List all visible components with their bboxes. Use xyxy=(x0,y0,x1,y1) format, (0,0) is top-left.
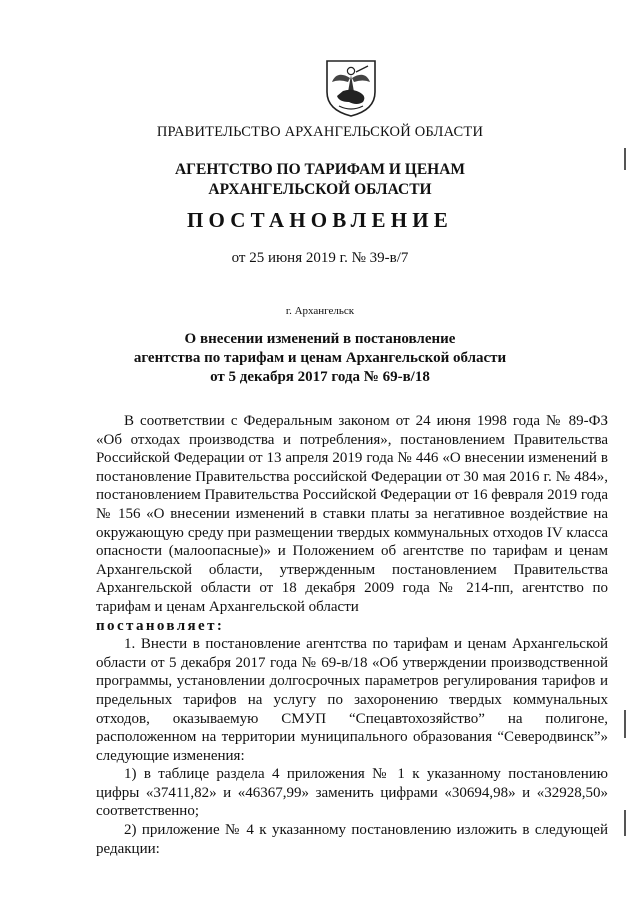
agency-name-line-1: АГЕНТСТВО ПО ТАРИФАМ И ЦЕНАМ xyxy=(174,161,466,178)
subject-line-3: от 5 декабря 2017 года № 69-в/18 xyxy=(210,369,430,385)
government-name: ПРАВИТЕЛЬСТВО АРХАНГЕЛЬСКОЙ ОБЛАСТИ xyxy=(156,124,484,140)
scan-margin-mark xyxy=(624,710,626,738)
decree-word-paragraph xyxy=(96,617,608,636)
item-1-subitem-2: 2) приложение № 4 к указанному постановлению изложить в следующей редакции: xyxy=(96,822,608,857)
scan-margin-mark xyxy=(624,810,626,836)
subject-line-2: агентства по тарифам и ценам Архангельской области xyxy=(133,350,507,366)
subject-line-1: О внесении изменений в постановление xyxy=(184,331,456,347)
document-type-title: ПОСТАНОВЛЕНИЕ xyxy=(186,208,454,232)
document-city: г. Архангельск xyxy=(285,305,355,317)
preamble-paragraph: В соответствии с Федеральным законом от 24 июня 1998 года № 89-ФЗ «Об отходах производства и потребления», постановлением Правительства Российской Федерации от 13 апреля 2019 года № 446 «О внесении изменений в постановление Правительства российской Федерации от 30 мая 2016 г. № 484», постановлением Правительства Российской Федерации от 16 февраля 2019 года № 156 «О внесении изменений в ставки платы за негативное воздействие на окружающую среду при размещении твердых коммунальных отходов IV класса опасности (малоопасные)» и Положением об агентстве по тарифам и ценам Архангельской области, утвержденным постановлением Правительства Архангельской области от 18 декабря 2009 года № 214-пп, агентство по тарифам и ценам Архангельской области xyxy=(96,413,608,615)
document-subject xyxy=(0,330,640,387)
item-1-subitem-1: 1) в таблице раздела 4 приложения № 1 к указанному постановлению цифры «37411,82» и «46367,99» заменить цифрами «30694,98» и «32928,50» соответственно; xyxy=(96,766,608,820)
coat-of-arms-emblem xyxy=(323,58,379,118)
agency-name xyxy=(0,160,640,200)
agency-name-line-2: АРХАНГЕЛЬСКОЙ ОБЛАСТИ xyxy=(208,181,432,198)
item-1-paragraph: 1. Внести в постановление агентства по тарифам и ценам Архангельской области от 5 декабря 2017 года № 69-в/18 «Об утверждении производственной программы, установлении долгосрочных параметров регулирования тарифов и предельных тарифов на услугу по захоронению твердых коммунальных отходов, оказываемую СМУП “Спецавтохозяйство” на полигоне, расположенном на территории муниципального образования “Северодвинск”» следующие изменения: xyxy=(96,636,608,764)
decree-word: постановляет: xyxy=(96,617,225,634)
document-body xyxy=(96,412,608,858)
document-date-number: от 25 июня 2019 г. № 39-в/7 xyxy=(231,250,409,266)
scan-margin-mark xyxy=(624,148,626,170)
